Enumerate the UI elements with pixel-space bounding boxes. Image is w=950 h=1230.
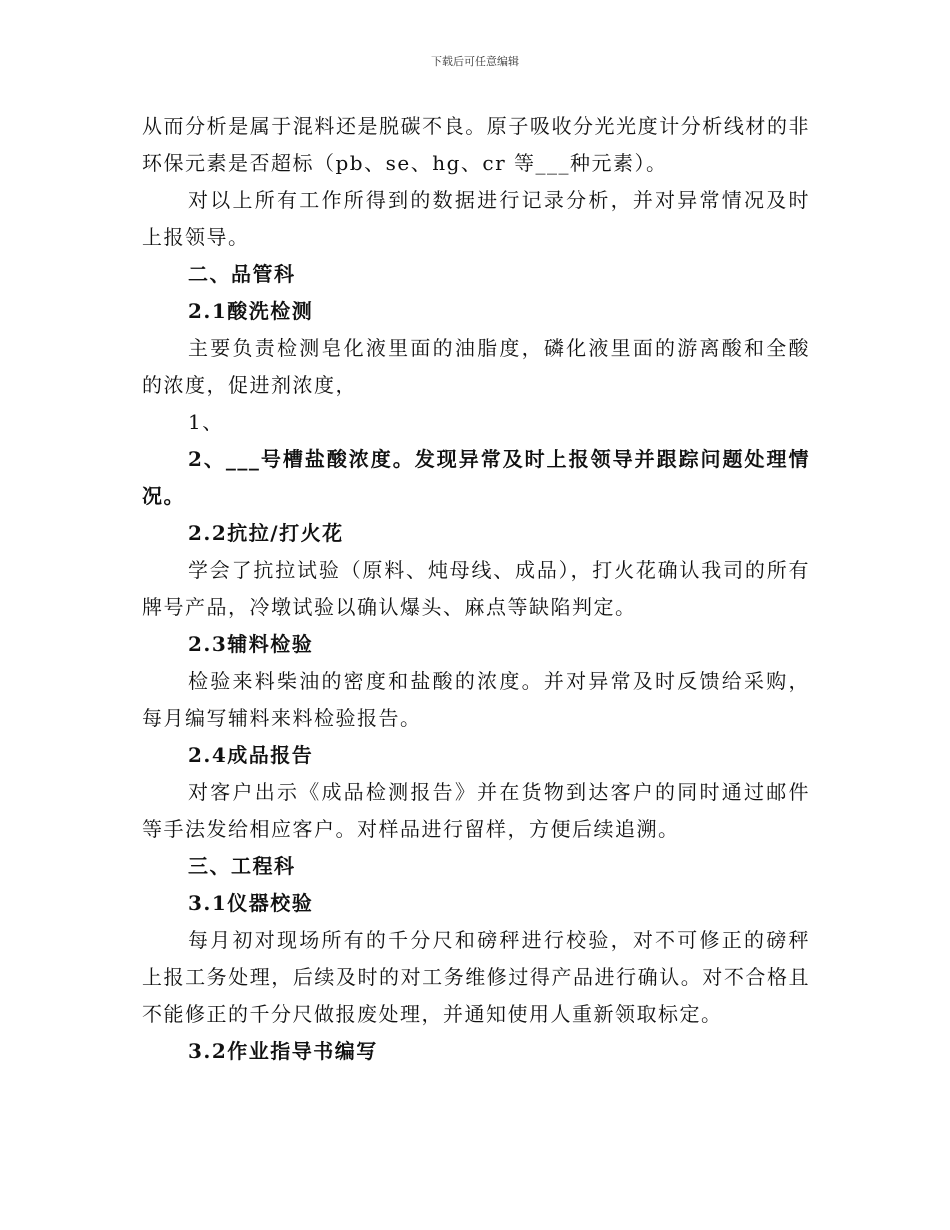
paragraph-tensile: 学会了抗拉试验（原料、炖母线、成品），打火花确认我司的所有牌号产品，冷墩试验以确认爆头、麻点等缺陷判定。 xyxy=(142,558,810,619)
subsection-heading-pickling: 2.1酸洗检测 xyxy=(188,299,314,323)
subsection-heading-product-report: 2.4成品报告 xyxy=(188,743,314,767)
document-body xyxy=(142,108,810,1070)
subsection-heading-auxiliary: 2.3辅料检验 xyxy=(188,632,314,656)
section-heading-quality: 二、品管科 xyxy=(188,262,296,286)
subsection-heading-instructions: 3.2作业指导书编写 xyxy=(188,1039,378,1063)
subsection-heading-tensile: 2.2抗拉/打火花 xyxy=(188,521,344,545)
paragraph-pickling: 主要负责检测皂化液里面的油脂度，磷化液里面的游离酸和全酸的浓度，促进剂浓度， xyxy=(142,336,810,397)
paragraph-continued: 从而分析是属于混料还是脱碳不良。原子吸收分光光度计分析线材的非环保元素是否超标（pb、se、hg、cr 等___种元素）。 xyxy=(142,114,810,175)
paragraph-auxiliary: 检验来料柴油的密度和盐酸的浓度。并对异常及时反馈给采购，每月编写辅料来料检验报告。 xyxy=(142,669,810,730)
section-heading-engineering: 三、工程科 xyxy=(188,854,296,878)
paragraph-summary: 对以上所有工作所得到的数据进行记录分析，并对异常情况及时上报领导。 xyxy=(142,188,810,249)
list-item-1: 1、 xyxy=(188,410,224,434)
page-header: 下载后可任意编辑 xyxy=(431,55,519,68)
paragraph-calibration: 每月初对现场所有的千分尺和磅秤进行校验，对不可修正的磅秤上报工务处理，后续及时的对工务维修过得产品进行确认。对不合格且不能修正的千分尺做报废处理，并通知使用人重新领取标定。 xyxy=(142,928,810,1026)
subsection-heading-calibration: 3.1仪器校验 xyxy=(188,891,314,915)
list-item-2: 2、___号槽盐酸浓度。发现异常及时上报领导并跟踪问题处理情况。 xyxy=(142,447,810,508)
paragraph-product-report: 对客户出示《成品检测报告》并在货物到达客户的同时通过邮件等手法发给相应客户。对样品进行留样，方便后续追溯。 xyxy=(142,780,810,841)
